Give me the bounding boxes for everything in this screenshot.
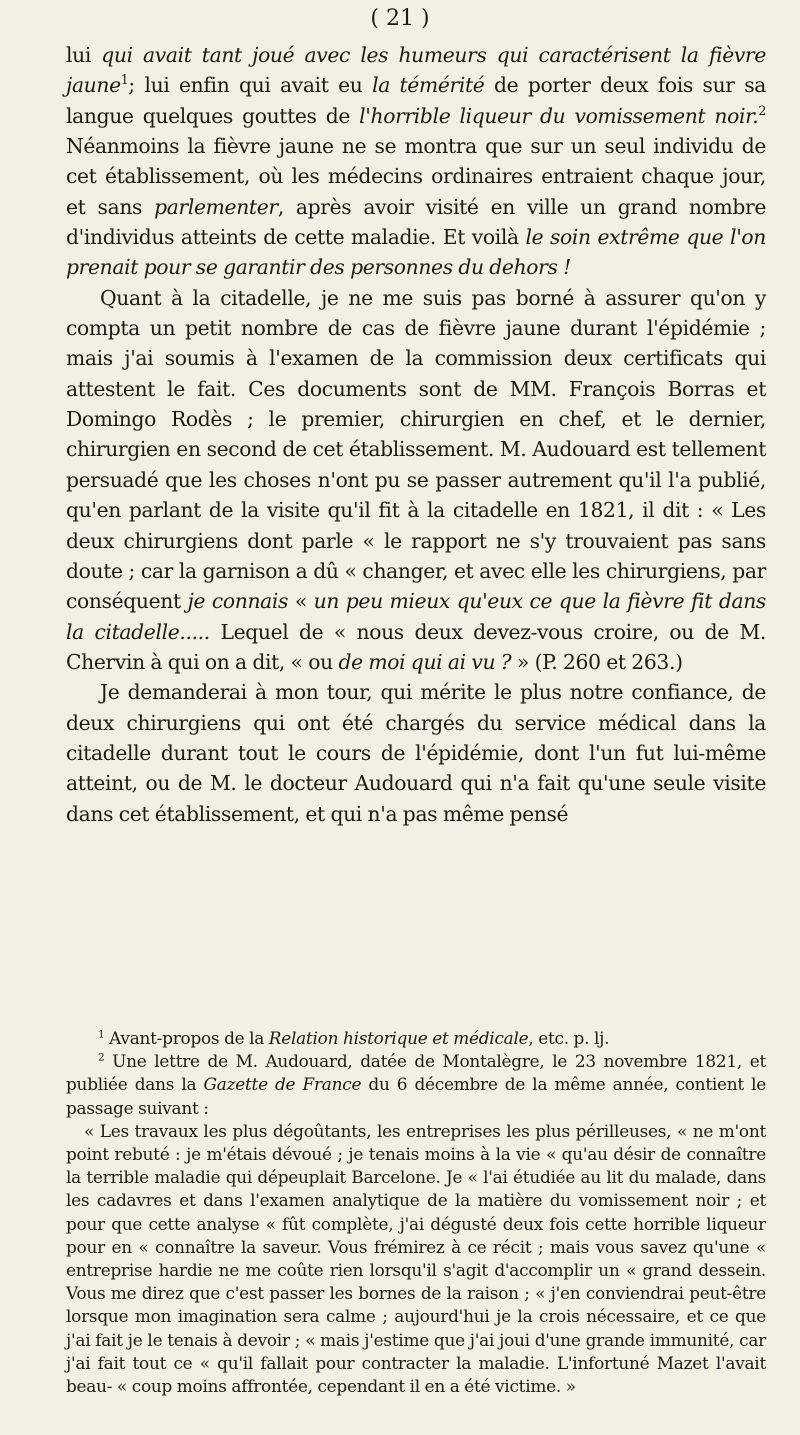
italic-text: je connais: [187, 589, 289, 614]
footnote-1: [66, 1027, 766, 1050]
text-run: de porter deux fois sur sa langue quelques gouttes de: [66, 73, 766, 128]
paragraph: [66, 40, 766, 283]
footnotes: [66, 1027, 766, 1398]
italic-text: Gazette de France: [203, 1074, 362, 1095]
italic-text: l'horrible liqueur du vomissement noir.: [359, 103, 759, 128]
italic-text: de moi qui ai vu ?: [338, 649, 512, 674]
italic-text: la témérité: [372, 73, 485, 98]
paragraph: [66, 677, 766, 829]
text-run: lui: [66, 43, 102, 67]
text-run: Quant à la citadelle, je ne me suis pas borné à assurer qu'on y compta un petit nombre de cas de fièvre jaune durant l'épidémie ; mais j'ai soumis à l'examen de la commission deux certificats qui attestent le fait. Ces documents sont de MM. François Borras et Domingo Rodès ; le premier, chirurgien en chef, et le dernier, chirurgien en second de cet établissement. M. Audouard est tellement persuadé que les choses n'ont pu se passer autrement qu'il l'a publié, qu'en parlant de la visite qu'il fit à la citadelle en 1821, il dit : « Les deux chirurgiens dont parle « le rapport ne s'y trouvaient pas sans doute ; car la garnison a dû « changer, et avec elle les chirurgiens, par conséquent: [66, 285, 766, 614]
italic-text: le soin extrême que l'on prenait pour se garantir des personnes du dehors !: [66, 225, 766, 280]
italic-text: parlementer: [154, 194, 278, 219]
italic-text: un peu mieux qu'eux ce que la fièvre fit dans la citadelle.....: [66, 589, 766, 644]
text-run: » (P. 260 et 263.): [511, 649, 683, 674]
text-run: Une lettre de M. Audouard, datée de Montalègre, le 23 novembre 1821, et publiée dans la: [66, 1051, 766, 1095]
page-number: ( 21 ): [370, 6, 430, 31]
text-run: « Les travaux les plus dégoûtants, les entreprises les plus périlleuses, « ne m'ont point rebuté : je m'étais dévoué ; je tenais moins à la vie « qu'au désir de connaître la terrible maladie qui dépeuplait Barcelone. Je « l'ai étudiée au lit du malade, dans les cadavres et dans l'examen analytique de la matière du vomissement noir ; et pour que cette analyse « fût complète, j'ai dégusté deux fois cette horrible liqueur pour en « connaître la saveur. Vous frémirez à ce récit ; mais vous savez qu'une « entreprise hardie ne me coûte rien lorsqu'il s'agit d'accomplir un « grand dessein. Vous me direz que c'est passer les bornes de la raison ; « j'en conviendrai peut-être lorsque mon imagination sera calme ; aujourd'hui je la crois nécessaire, et ce que j'ai fait je le tenais à devoir ; « mais j'estime que j'ai joui d'une grande immunité, car j'ai fait tout ce « qu'il fallait pour contracter la maladie. L'infortuné Mazet l'avait beau- « coup moins affrontée, cependant il en a été victime. »: [66, 1120, 766, 1397]
footnote-2: [66, 1050, 766, 1120]
body-text: [66, 40, 766, 829]
footnote-quotation: [66, 1120, 766, 1398]
text-run: «: [288, 589, 314, 614]
text-run: , après avoir visité en ville un grand nombre d'individus atteints de cette maladie. Et voilà: [66, 194, 766, 250]
italic-text: Relation historique et médicale: [268, 1028, 529, 1048]
footnote-marker: 2: [758, 102, 766, 118]
footnote-marker: 1: [120, 72, 129, 88]
footnote-marker: 1: [98, 1028, 105, 1041]
paragraph: [66, 283, 766, 677]
text-run: du 6 décembre de la même année, contient le passage suivant :: [66, 1074, 767, 1118]
text-run: Néanmoins la fièvre jaune ne se montra que sur un seul individu de cet établissement, où les médecins ordinaires entraient chaque jour, et sans: [66, 134, 766, 219]
footnote-marker: 2: [98, 1051, 105, 1064]
text-run: Lequel de « nous deux devez-vous croire, ou de M. Chervin à qui on a dit, « ou: [66, 619, 766, 674]
text-run: Je demanderai à mon tour, qui mérite le plus notre confiance, de deux chirurgiens qui ont été chargés du service médical dans la citadelle durant tout le cours de l'épidémie, dont l'un fut lui-même atteint, ou de M. le docteur Audouard qui n'a fait qu'une seule visite dans cet établissement, et qui n'a pas même pensé: [66, 680, 766, 826]
italic-text: qui avait tant joué avec les humeurs qui caractérisent la fièvre jaune: [66, 43, 766, 98]
text-run: ; lui enfin qui avait eu: [128, 73, 373, 98]
text-run: Avant-propos de la: [104, 1028, 269, 1048]
text-run: , etc. p. lj.: [528, 1028, 610, 1048]
